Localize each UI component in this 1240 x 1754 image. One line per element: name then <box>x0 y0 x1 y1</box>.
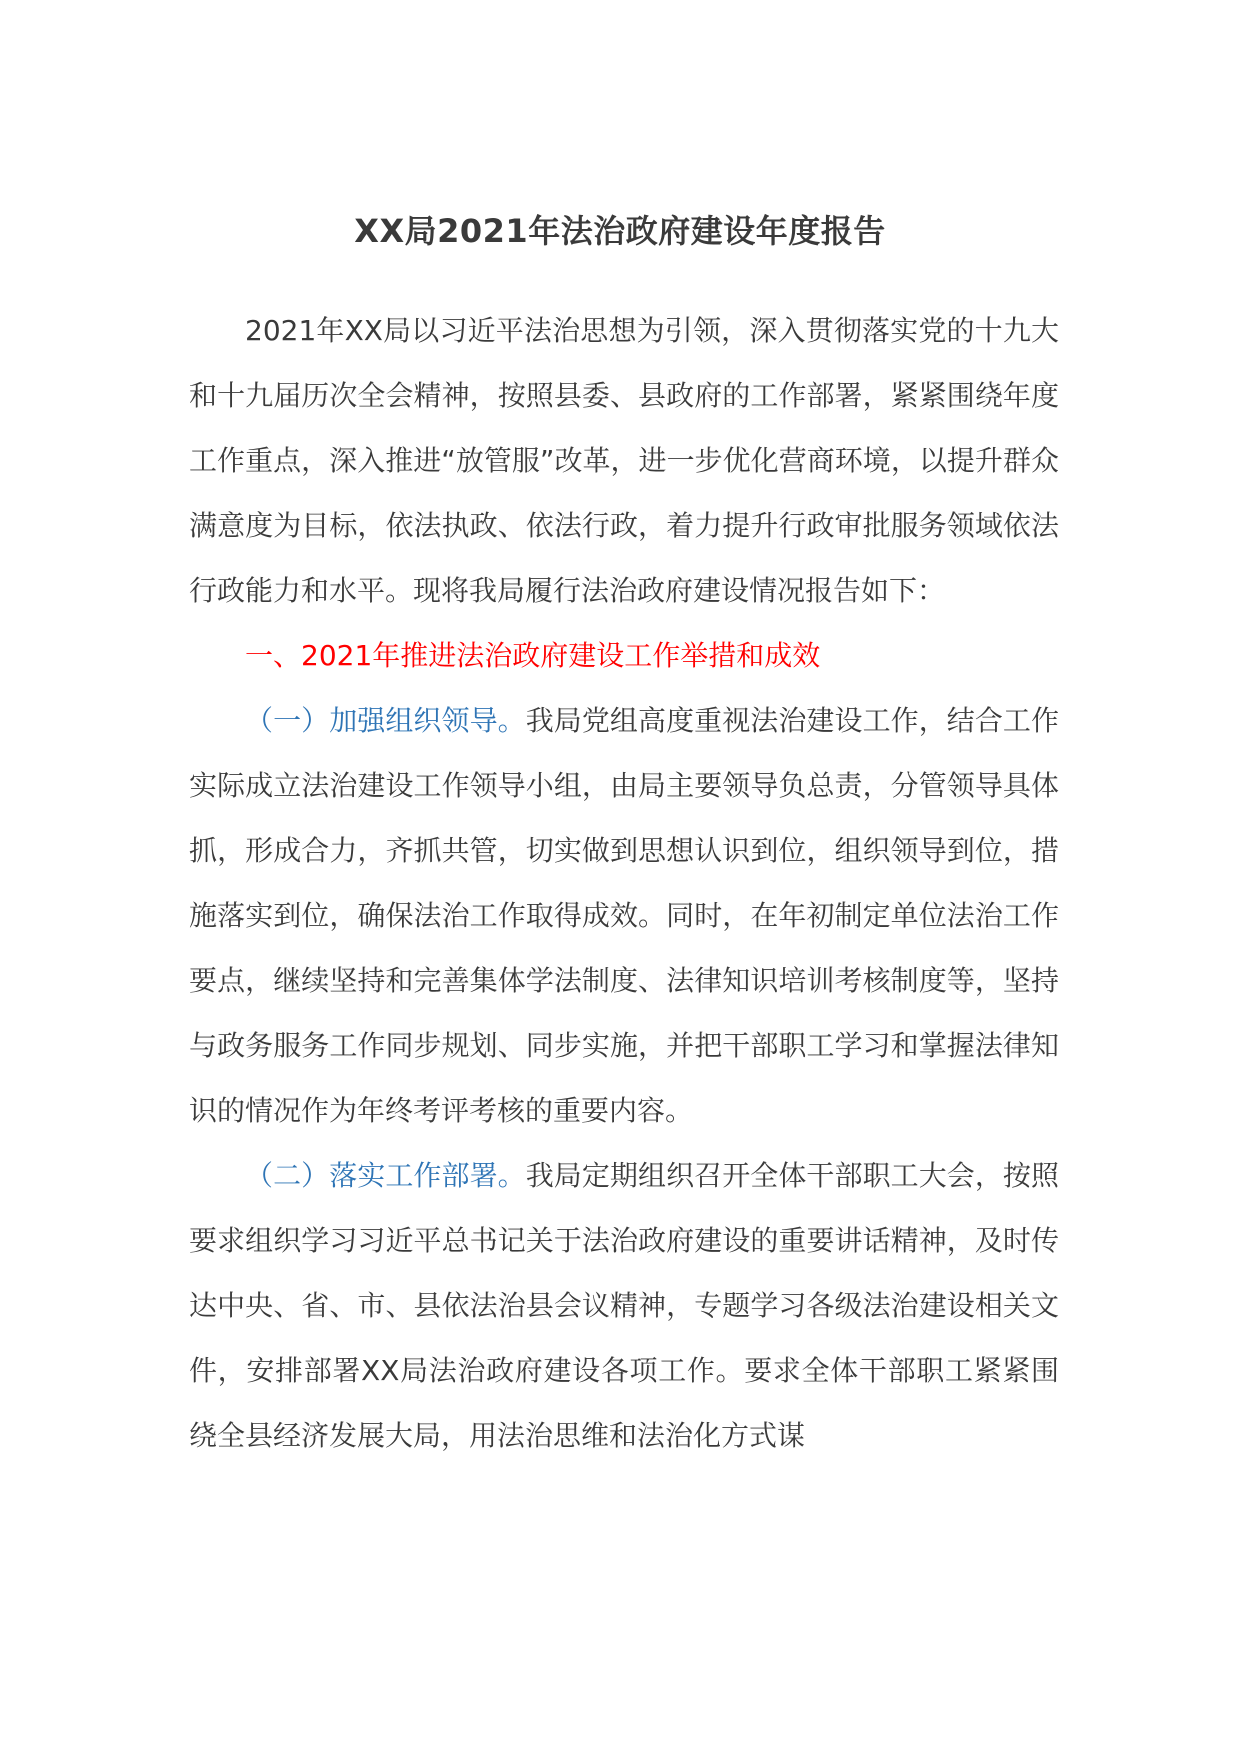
intro-paragraph: 2021年XX局以习近平法治思想为引领，深入贯彻落实党的十九大和十九届历次全会精神，按照县委、县政府的工作部署，紧紧围绕年度工作重点，深入推进“放管服”改革，进一步优化营商环境，以提升群众满意度为目标，依法执政、依法行政，着力提升行政审批服务领域依法行政能力和水平。现将我局履行法治政府建设情况报告如下： <box>189 314 1059 607</box>
document-body <box>189 298 1059 1468</box>
item-1-paragraph <box>189 688 1059 1143</box>
document-title: XX局2021年法治政府建设年度报告 <box>354 212 886 250</box>
item-1-text: 我局党组高度重视法治建设工作，结合工作实际成立法治建设工作领导小组，由局主要领导负总责，分管领导具体抓，形成合力，齐抓共管，切实做到思想认识到位，组织领导到位，措施落实到位，确保法治工作取得成效。同时，在年初制定单位法治工作要点，继续坚持和完善集体学法制度、法律知识培训考核制度等，坚持与政务服务工作同步规划、同步实施，并把干部职工学习和掌握法律知识的情况作为年终考评考核的重要内容。 <box>189 704 1059 1127</box>
item-2-text: 我局定期组织召开全体干部职工大会，按照要求组织学习习近平总书记关于法治政府建设的重要讲话精神，及时传达中央、省、市、县依法治县会议精神，专题学习各级法治建设相关文件，安排部署XX局法治政府建设各项工作。要求全体干部职工紧紧围绕全县经济发展大局，用法治思维和法治化方式谋 <box>189 1159 1059 1452</box>
item-2-label: （二）落实工作部署。 <box>245 1159 526 1192</box>
item-2-paragraph <box>189 1143 1059 1468</box>
item-1-label: （一）加强组织领导。 <box>245 704 526 737</box>
section-heading: 一、2021年推进法治政府建设工作举措和成效 <box>245 639 821 672</box>
